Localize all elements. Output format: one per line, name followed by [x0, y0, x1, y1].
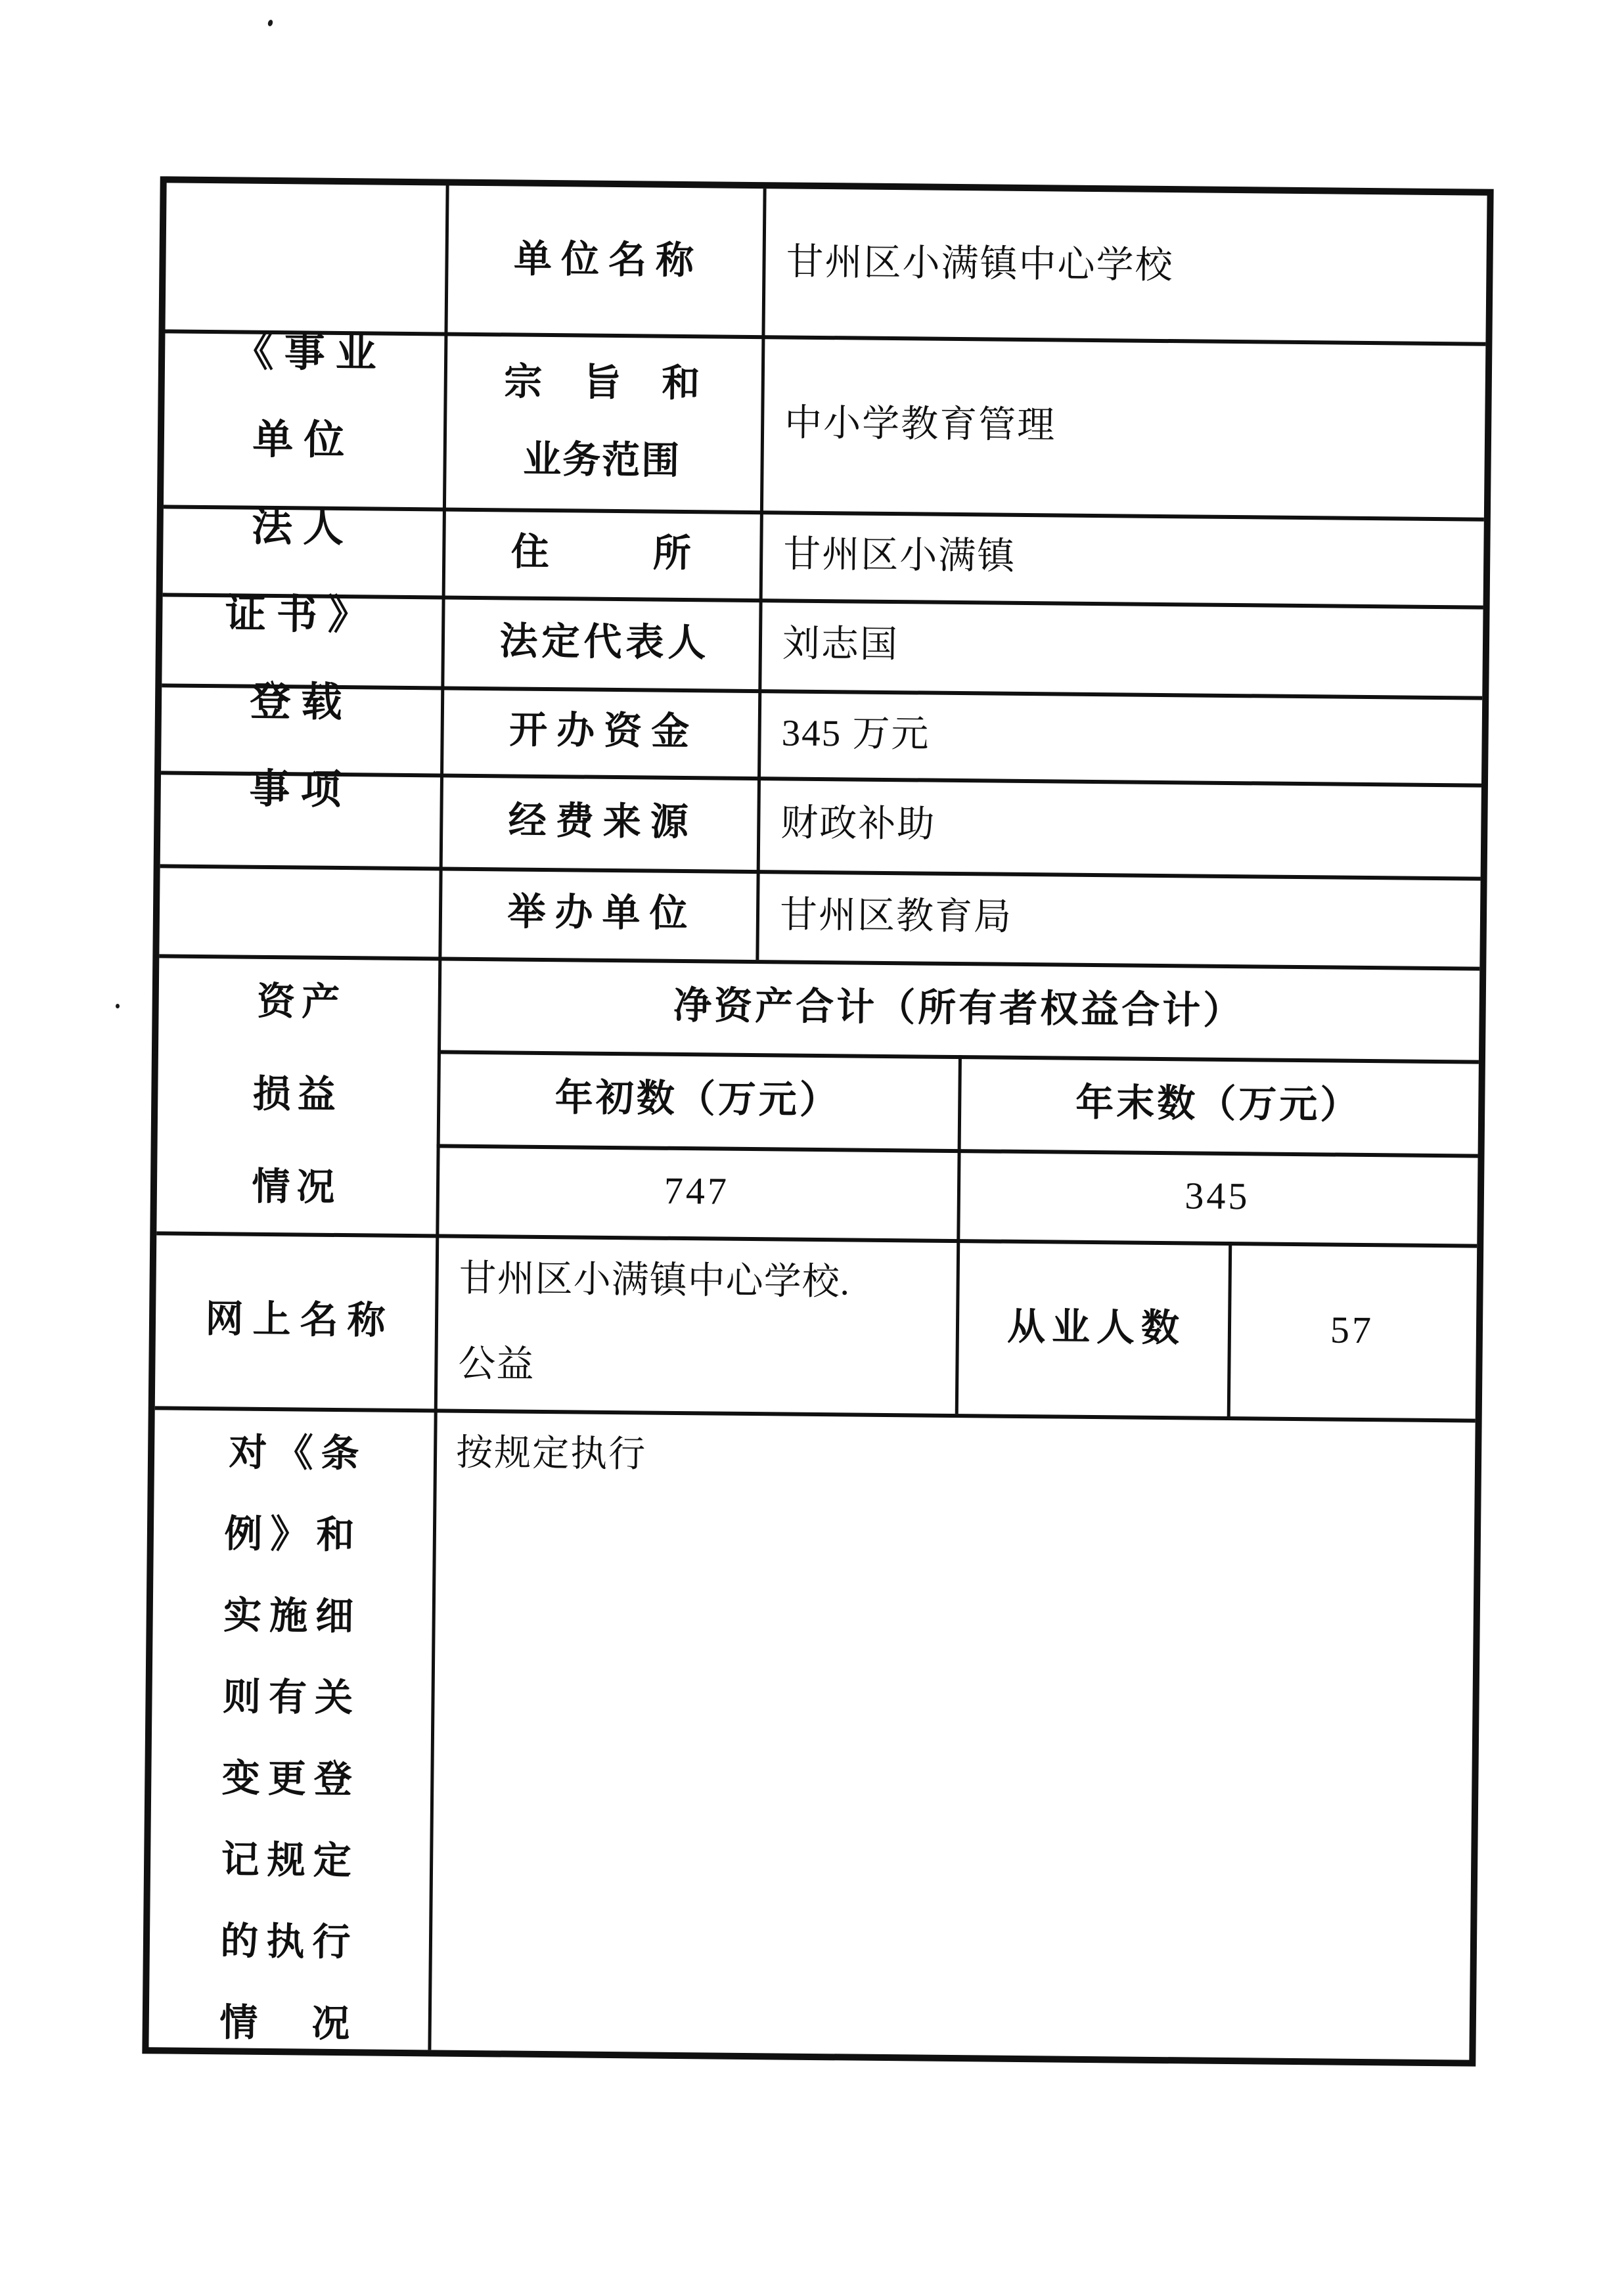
unit-name-value: 甘州区小满镇中心学校 — [786, 241, 1174, 287]
report-table — [142, 176, 1493, 2066]
certificate-section-label: 《事业 单位 法人 证书》 登载 事项 — [225, 330, 388, 813]
compliance-value: 按规定执行 — [455, 1432, 647, 1475]
funding-source-value: 财政补助 — [780, 802, 936, 846]
opening-funds-value: 345 万元 — [781, 712, 930, 755]
address-label: 住 所 — [510, 530, 701, 575]
staff-count-label: 从业人数 — [1006, 1305, 1186, 1350]
address-value: 甘州区小满镇 — [782, 533, 1016, 578]
purpose-scope-label: 宗 旨 和 业务范围 — [503, 359, 702, 482]
online-name-label: 网上名称 — [205, 1297, 395, 1342]
legal-representative-value: 刘志国 — [782, 623, 899, 666]
funding-source-label: 经费来源 — [508, 799, 698, 844]
sponsor-unit-label: 举办单位 — [507, 890, 697, 935]
staff-count-value: 57 — [1330, 1308, 1374, 1351]
compliance-section-label: 对《条 例》和 实施细 则有关 变更登 记规定 的执行 情 况 — [219, 1431, 367, 2046]
assets-section-label: 资产 损益 情况 — [252, 979, 347, 1209]
year-start-header: 年初数（万元） — [554, 1076, 841, 1122]
online-name-value: 甘州区小满镇中心学校. 公益 — [458, 1257, 851, 1385]
year-start-value: 747 — [664, 1169, 730, 1213]
sponsor-unit-value: 甘州区教育局 — [779, 894, 1013, 938]
net-assets-header: 净资产合计（所有者权益合计） — [673, 983, 1244, 1032]
scan-speck — [267, 19, 274, 27]
year-end-header: 年末数（万元） — [1075, 1081, 1361, 1127]
unit-name-label: 单位名称 — [513, 237, 704, 282]
year-end-value: 345 — [1184, 1174, 1250, 1218]
legal-representative-label: 法定代表人 — [499, 619, 710, 665]
scan-speck — [116, 1004, 120, 1008]
opening-funds-label: 开办资金 — [508, 708, 699, 754]
purpose-scope-value: 中小学教育管理 — [784, 402, 1056, 447]
